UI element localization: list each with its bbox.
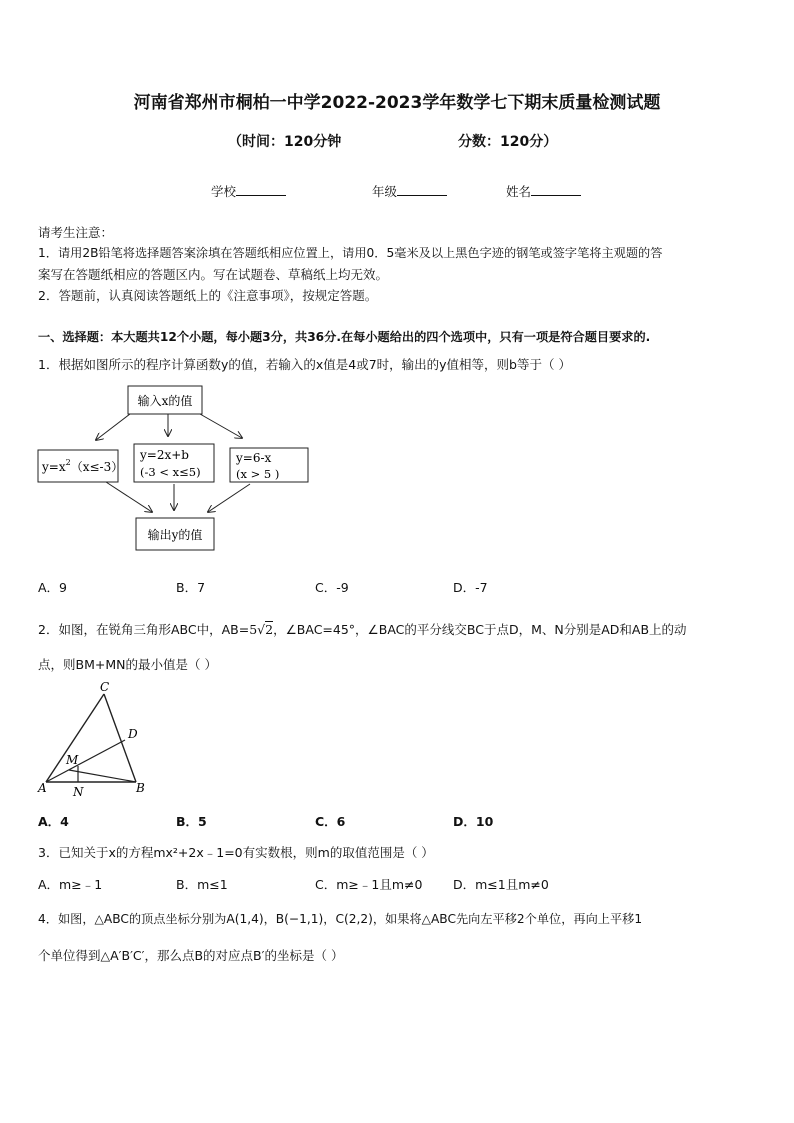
grade-field	[372, 182, 447, 200]
bisector-ad	[46, 740, 125, 782]
q1-option-b[interactable]: B．7	[176, 580, 206, 595]
q1-option-a[interactable]: A．9	[38, 580, 68, 595]
box1-text: $y=x^2(x\le-3)$	[42, 458, 124, 474]
q1-option-d[interactable]: D．-7	[453, 580, 488, 595]
label-m: M	[66, 753, 79, 767]
q3-option-a[interactable]: A．m≥﹣1	[38, 877, 103, 892]
q3-stem: 3．已知关于x的方程mx²+2x﹣1=0有实数根，则m的取值范围是（ ）	[38, 845, 434, 860]
sqrt-coef: 5	[249, 622, 258, 637]
grade-label: 年级	[372, 184, 398, 199]
q2-stem-line-1	[38, 620, 687, 638]
q1-option-c[interactable]: C．-9	[315, 580, 349, 595]
q2-option-c[interactable]: C．6	[315, 814, 346, 829]
segment-bm	[69, 770, 136, 782]
box3-line1: y=6-x	[236, 451, 272, 465]
q3-option-c[interactable]: C．m≥﹣1且m≠0	[315, 877, 423, 892]
q2-option-b[interactable]: B．5	[176, 814, 207, 829]
q2-stem-part-a: 2．如图，在锐角三角形ABC中，AB=	[38, 622, 250, 637]
label-d: D	[128, 727, 138, 741]
q3-option-b[interactable]: B．m≤1	[176, 877, 228, 892]
time-label: （时间：120分钟	[228, 134, 342, 150]
arrow-box1-output	[106, 482, 152, 512]
q1-flowchart	[36, 382, 316, 554]
input-box-text: 输入x的值	[137, 394, 193, 408]
arrow-to-box1	[96, 414, 130, 440]
notice-line-1: 1．请用2B铅笔将选择题答案涂填在答题纸相应位置上，请用0．5毫米及以上黑色字迹的钢笔或签字笔将主观题的答	[38, 246, 663, 260]
section-heading: 一、选择题：本大题共12个小题，每小题3分，共36分.在每小题给出的四个选项中，只有一项是符合题目要求的.	[38, 330, 651, 344]
q2-stem-line-2: 点，则BM+MN的最小值是（ ）	[38, 657, 217, 672]
arrow-box3-output	[208, 484, 250, 512]
q4-stem-line-2: 个单位得到△A′B′C′，那么点B的对应点B′的坐标是（ ）	[38, 948, 344, 963]
notice-line-2: 2．答题前，认真阅读答题纸上的《注意事项》，按规定答题。	[38, 288, 378, 303]
name-blank[interactable]	[531, 185, 581, 196]
school-field	[211, 182, 286, 200]
box2-line2: (-3 < x≤5)	[140, 465, 201, 479]
q4-stem-line-1: 4．如图，△ABC的顶点坐标分别为A(1,4)，B(−1,1)，C(2,2)，如果将△ABC先向左平移2个单位，再向上平移1	[38, 912, 643, 926]
name-label: 姓名	[506, 184, 532, 199]
sqrt-radicand: 2	[265, 622, 274, 637]
side-ac	[46, 694, 104, 782]
output-box-text: 输出y的值	[147, 528, 203, 542]
score-label: 分数：120分）	[458, 134, 558, 150]
page-title: 河南省郑州市桐柏一中学2022-2023学年数学七下期末质量检测试题	[133, 93, 661, 113]
arrow-to-box3	[200, 414, 242, 438]
q2-option-d[interactable]: D．10	[453, 814, 494, 829]
q2-sqrt-expr	[249, 621, 273, 637]
q2-triangle-figure	[34, 680, 152, 798]
notice-heading: 请考生注意：	[38, 225, 114, 240]
school-blank[interactable]	[236, 185, 286, 196]
label-c: C	[100, 680, 110, 694]
label-b: B	[136, 781, 145, 795]
box3-line2: (x > 5 )	[236, 467, 280, 481]
q2-option-a[interactable]: A．4	[38, 814, 69, 829]
school-label: 学校	[211, 184, 237, 199]
grade-blank[interactable]	[397, 185, 447, 196]
q1-stem: 1．根据如图所示的程序计算函数y的值，若输入的x值是4或7时，输出的y值相等，则b等于（ ）	[38, 357, 571, 372]
name-field	[506, 182, 581, 200]
sqrt-symbol-icon: √	[257, 622, 266, 637]
box2-line1: y=2x+b	[140, 448, 189, 462]
label-n: N	[73, 785, 84, 798]
q2-stem-part-b: ，∠BAC=45°，∠BAC的平分线交BC于点D，M、N分别是AD和AB上的动	[273, 622, 687, 637]
q3-option-d[interactable]: D．m≤1且m≠0	[453, 877, 549, 892]
label-a: A	[38, 781, 47, 795]
notice-line-1b: 案写在答题纸相应的答题区内。写在试题卷、草稿纸上均无效。	[38, 267, 389, 282]
